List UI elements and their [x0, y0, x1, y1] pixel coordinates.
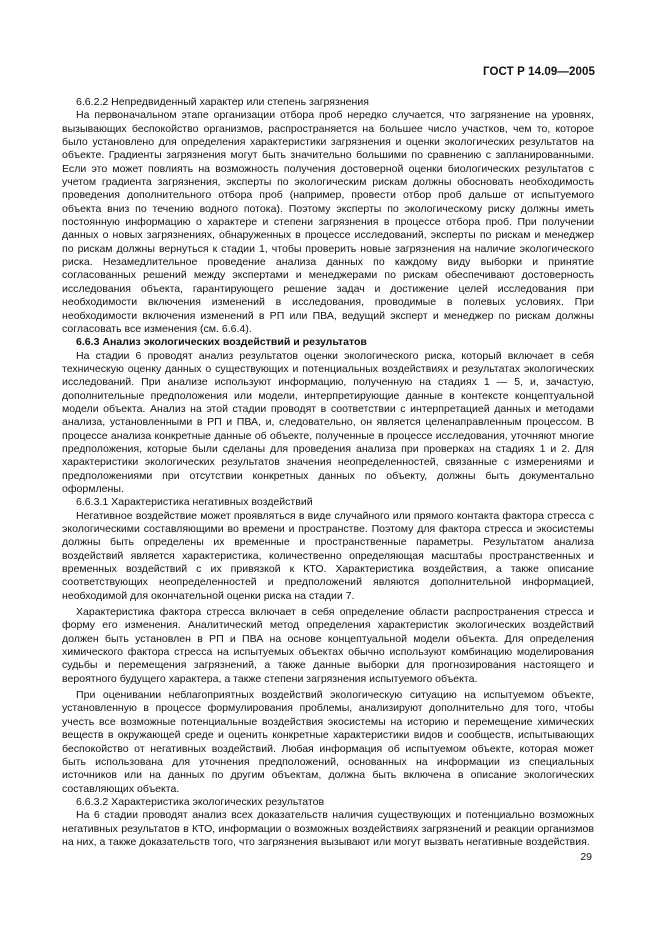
document-body: [62, 96, 594, 849]
subsection-title-6-6-3-1: 6.6.3.1 Характеристика негативных воздействий: [76, 496, 313, 509]
page-number: 29: [580, 851, 592, 863]
body-paragraph: На первоначальном этапе организации отбора проб нередко случается, что загрязнение на уровнях, вызывающих беспокойство организмов, распространяется на большее число участков, чем то, которое было установлено для определения характеристики загрязнения и оценки экологических результатов на объекте. Градиенты загрязнения могут быть значительно большими по сравнению с запланированными. Если это может повлиять на возможность получения достоверной оценки биологических результатов с учетом градиента загрязнения, эксперты по экологическим рискам должны обосновать необходимость проведения дополнительного отбора проб (например, провести отбор проб дальше от испытуемого объекта вниз по течению водного потока). Поэтому эксперты по экологическому риску должны иметь постоянную информацию о характере и степени загрязнения в процессе отбора проб. При получении данных о новых загрязнениях, обнаруженных в процессе исследований, эксперты по рискам и менеджер по рискам должны вернуться к стадии 1, чтобы проверить новые загрязнения на наличие экологического риска. Незамедлительное проведение анализа данных по каждому виду выборки и принятие согласованных решений между экспертами и менеджерами по рискам обеспечивают достоверность исследования объекта, гарантирующего решение задач и достижение целей исследования при необходимости включения изменений в исследования, проводимые в полевых условиях. При необходимости включения изменений в РП или ПВА, ведущий эксперт и менеджер по рискам должны согласовать все изменения (см. 6.6.4).: [62, 109, 594, 335]
body-paragraph: На 6 стадии проводят анализ всех доказательств наличия существующих и потенциально возможных негативных результатов в КТО, информации о возможных воздействиях загрязнений и реакции организмов на них, а также доказательств того, что загрязнения вызывают или могут вызвать негативные воздействия.: [62, 809, 594, 848]
subsection-title-6-6-2-2: 6.6.2.2 Непредвиденный характер или степень загрязнения: [76, 96, 369, 108]
standard-designation: ГОСТ Р 14.09—2005: [483, 66, 595, 78]
section-heading-6-6-3: 6.6.3 Анализ экологических воздействий и результатов: [76, 336, 367, 349]
body-paragraph: На стадии 6 проводят анализ результатов оценки экологического риска, который включает в себя техническую оценку данных о существующих и потенциальных воздействиях и результатах экологических исследований. При анализе используют информацию, полученную на стадиях 1 — 5, и, зачастую, дополнительные предположения или модели, интерпретирующие данные в контексте концептуальной модели объекта. Анализ на этой стадии проводят в соответствии с интерпретацией данных и методами анализа, установленными в РП и ПВА, и, следовательно, он является целенаправленным процессом. В процессе анализа конкретные данные об объекте, полученные в процессе исследования, уточняют многие предположения, которые были сделаны для проведения анализа при проверках на стадиях 1 и 2. Для характеристики экологических результатов значения неопределенностей, связанные с измерениями и предположениями при отсутствии конкретных данных по объекту, должны быть документально оформлены.: [62, 349, 594, 495]
subsection-title-6-6-3-2: 6.6.3.2 Характеристика экологических результатов: [76, 795, 325, 808]
body-paragraph: При оценивании неблагоприятных воздействий экологическую ситуацию на испытуемом объекте, установленную в процессе формулирования проблемы, анализируют дополнительно для того, чтобы учесть все возможные потенциальные воздействия экосистемы на историю и перемещение химических веществ в окружающей среде и оценить конкретные характеристики видов и сообществ, испытывающих беспокойство от негативных воздействий. Любая информация об испытуемом объекте, которая может быть использована для уточнения предположений, основанных на информации из специальных источников или на данных по другим объектам, должна быть включена в описание экологических составляющих объекта.: [62, 689, 594, 795]
body-paragraph: Характеристика фактора стресса включает в себя определение области распространения стресса и форму его изменения. Аналитический метод определения характеристик экологических воздействий должен быть установлен в РП и ПВА на основе концептуальной модели объекта. Для определения химического фактора стресса на испытуемых объектах обычно используют комбинацию моделирования судьбы и перемещения загрязнений, а также данные выборки для прогнозирования настоящего и вероятного будущего характера, а также степени загрязнения испытуемого объекта.: [62, 606, 594, 685]
body-paragraph: Негативное воздействие может проявляться в виде случайного или прямого контакта фактора стресса с экологическими составляющими во времени и пространстве. Поэтому для фактора стресса и экосистемы должны быть определены их временные и пространственные параметры. Результатом анализа воздействий является характеристика, количественно определяющая масштабы пространственных и временных воздействий с их привязкой к КТО. Характеристика воздействия, а также описание соответствующих неопределенностей и предположений являются дополнительной информацией, необходимой для окончательной оценки риска на стадии 7.: [62, 509, 594, 602]
